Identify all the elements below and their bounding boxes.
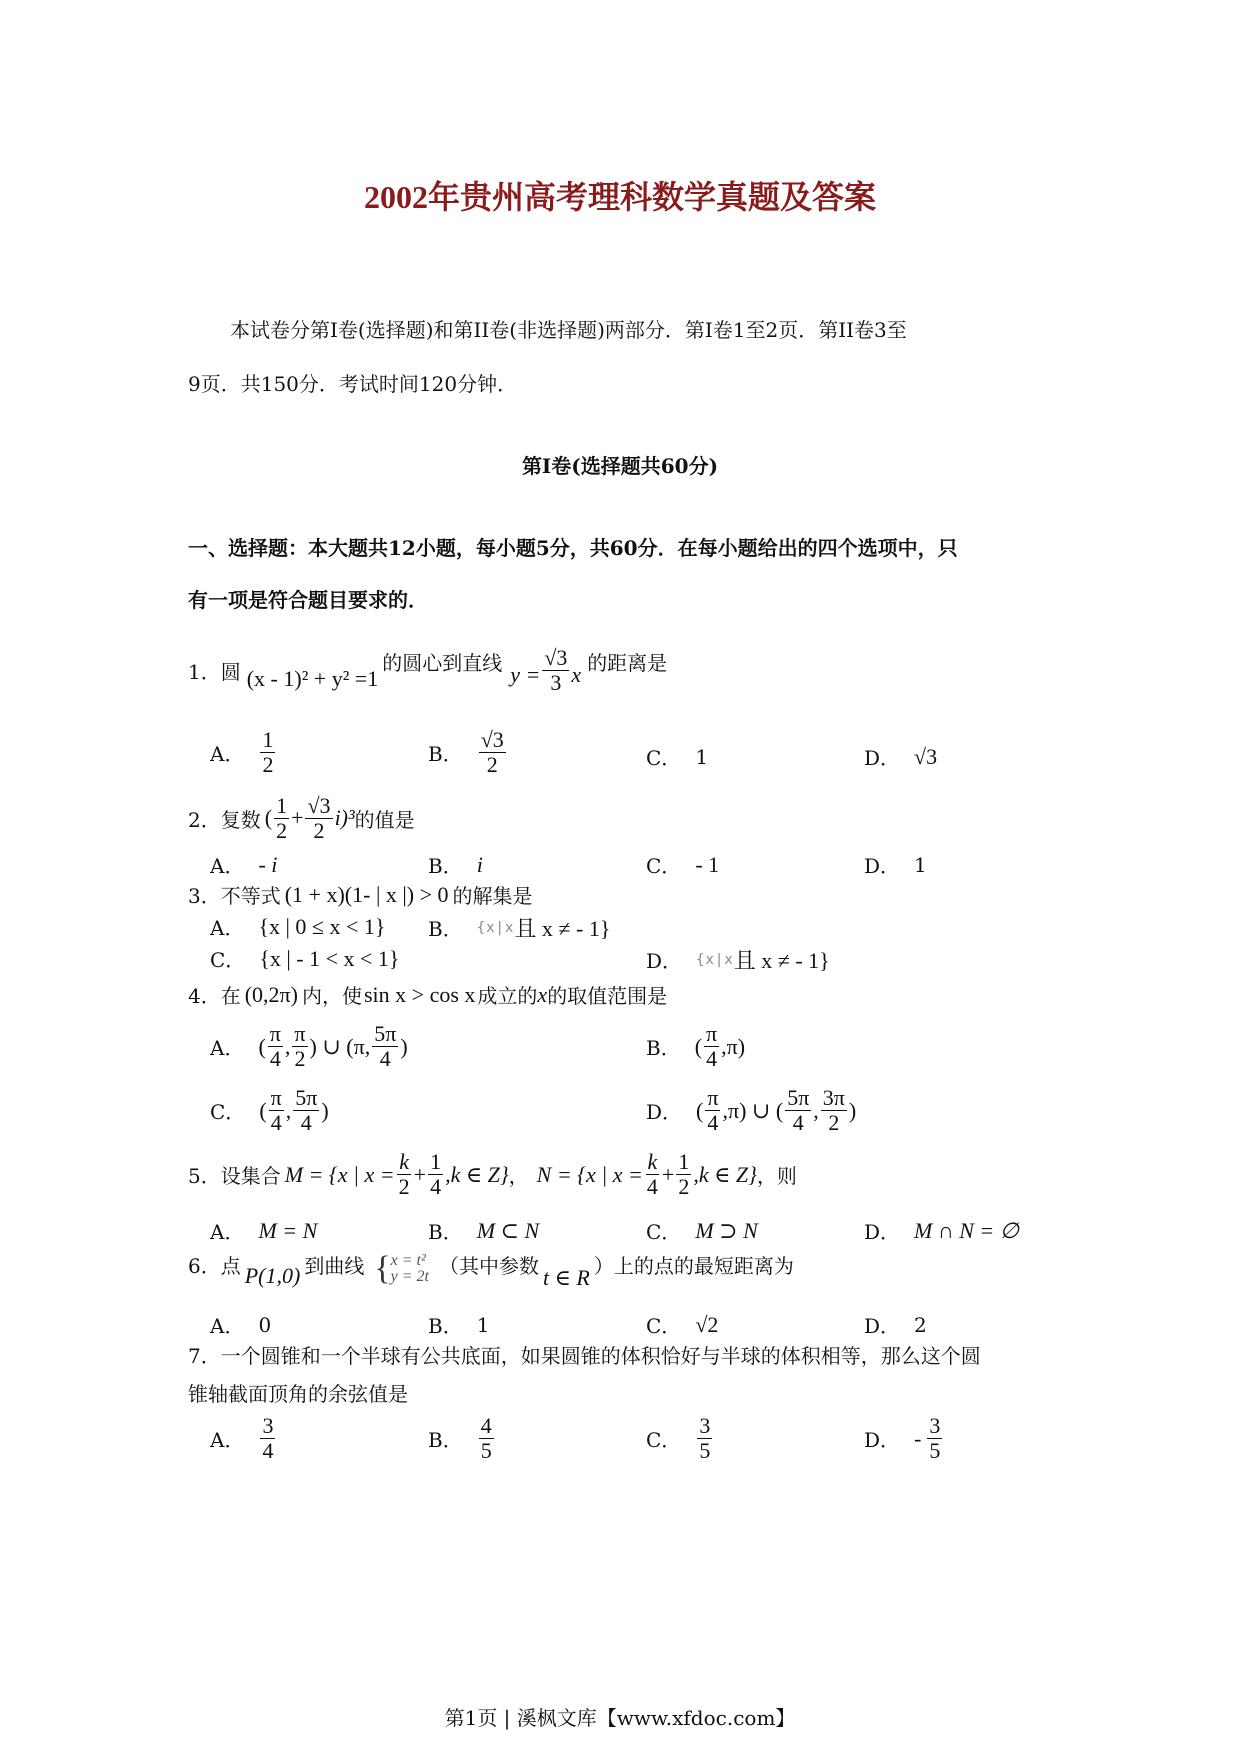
fraction-denominator: 2 — [398, 1174, 410, 1199]
q3-option-a — [210, 912, 385, 941]
option-fraction — [704, 1022, 719, 1071]
option-label: C． — [646, 1314, 682, 1338]
q5-set-n-tail: ,k ∈ Z} — [693, 1161, 757, 1187]
option-fraction — [260, 1414, 275, 1463]
fraction-numerator: k — [647, 1149, 658, 1174]
q4-variable: x — [537, 981, 548, 1007]
option-value: M ⊂ N — [476, 1217, 540, 1243]
fraction-denominator: 5 — [480, 1438, 492, 1463]
option-value: {x | - 1 < x < 1} — [259, 945, 400, 971]
option-label: B． — [428, 1428, 463, 1452]
q5-separator: ， — [508, 1164, 529, 1188]
option-value: 1 — [476, 1312, 490, 1337]
q1-line-variable: x — [571, 662, 582, 687]
option-value: 且 x ≠ - 1} — [733, 948, 830, 973]
q4-interval: (0,2π) — [244, 981, 298, 1007]
question-2 — [188, 790, 415, 846]
q1-option-a — [210, 728, 277, 777]
option-fraction — [268, 1022, 283, 1071]
q1-circle-equation: (x - 1)² + y² =1 — [246, 666, 379, 691]
option-connector: ,π) ∪ ( — [722, 1097, 784, 1123]
q5-option-a — [210, 1216, 317, 1245]
option-sign: - — [914, 1425, 922, 1451]
fraction-numerator: 5π — [295, 1085, 318, 1110]
q1-end-text: 的距离是 — [587, 650, 668, 675]
fraction-denominator: 4 — [300, 1110, 312, 1135]
q5-option-b — [428, 1216, 539, 1245]
option-fraction — [479, 728, 506, 777]
section-title: 第I卷(选择题共60分) — [521, 454, 719, 478]
fraction-denominator: 2 — [262, 752, 274, 777]
q5-set-m-head: M = {x | x = — [284, 1161, 395, 1187]
option-label: B． — [428, 1220, 463, 1244]
fraction-numerator: π — [270, 1085, 282, 1110]
fraction-denominator: 2 — [276, 817, 288, 843]
q2-number: 2．复数 — [188, 807, 261, 832]
option-tail: ,π) — [721, 1033, 746, 1059]
q1-fraction-denominator: 3 — [550, 669, 562, 695]
option-label: A． — [210, 742, 245, 766]
q2-option-a — [210, 850, 277, 879]
fraction-numerator: 1 — [430, 1149, 442, 1174]
garbled-formula-image: {x|x — [476, 919, 515, 936]
q5-option-d — [864, 1216, 1019, 1245]
question-5 — [188, 1150, 797, 1199]
option-label: B． — [428, 1314, 463, 1338]
fraction-numerator: 5π — [374, 1021, 397, 1046]
option-value: 1 — [695, 744, 709, 769]
q2-fraction-1 — [274, 794, 289, 843]
intro-line-1: 本试卷分第I卷(选择题)和第II卷(非选择题)两部分．第I卷1至2页．第II卷3至 — [230, 318, 907, 342]
q1-option-d — [864, 742, 937, 771]
q7-line-2: 锥轴截面顶角的余弦值是 — [188, 1382, 408, 1406]
q2-option-b — [428, 850, 483, 879]
q3-number: 3．不等式 — [188, 884, 281, 908]
fraction-numerator: 1 — [276, 792, 288, 818]
option-value: {x | 0 ≤ x < 1} — [258, 913, 386, 939]
instructions-line-1: 一、选择题：本大题共12小题，每小题5分，共60分．在每小题给出的四个选项中，只 — [188, 536, 958, 560]
q6-curve-y: y = 2t — [390, 1268, 429, 1285]
option-value: M ⊃ N — [695, 1217, 758, 1243]
q2-end-text: 的值是 — [354, 807, 415, 832]
fraction-denominator: 2 — [294, 1046, 306, 1071]
fraction-denominator: 2 — [313, 817, 325, 843]
fraction-denominator: 4 — [262, 1438, 274, 1463]
option-fraction — [697, 1414, 712, 1463]
fraction-numerator: √3 — [307, 792, 331, 818]
q1-fraction-numerator: √3 — [544, 644, 568, 670]
option-label: D． — [864, 1220, 901, 1244]
fraction-denominator: 4 — [379, 1046, 391, 1071]
fraction-numerator: k — [399, 1149, 410, 1174]
option-fraction — [705, 1086, 720, 1135]
q5-plus: + — [413, 1161, 427, 1187]
fraction-numerator: 4 — [480, 1413, 492, 1438]
q1-option-c — [646, 742, 708, 771]
q2-option-d — [864, 850, 927, 879]
option-fraction — [260, 728, 275, 777]
q5-option-c — [646, 1216, 758, 1245]
fraction-numerator: 3 — [262, 1413, 274, 1438]
fraction-numerator: π — [706, 1021, 718, 1046]
q1-middle-text: 的圆心到直线 — [382, 650, 503, 675]
fraction-denominator: 4 — [269, 1046, 281, 1071]
option-label: C． — [646, 1428, 682, 1452]
option-value: - i — [258, 851, 278, 877]
q4-end-text-2: 的取值范围是 — [547, 984, 668, 1008]
q5-fraction — [676, 1150, 691, 1199]
fraction-denominator: 4 — [270, 1110, 282, 1135]
q7-option-a — [210, 1414, 277, 1463]
option-label: C． — [210, 948, 246, 972]
option-connector: ) ∪ (π, — [309, 1033, 371, 1059]
q5-fraction — [428, 1150, 443, 1199]
fraction-denominator: 5 — [929, 1438, 941, 1463]
option-label: D． — [646, 1100, 683, 1124]
instructions-line-2: 有一项是符合题目要求的． — [188, 588, 428, 612]
option-value: - 1 — [695, 851, 720, 877]
q1-line-fraction — [542, 646, 569, 695]
q6-point: P(1,0) — [244, 1263, 301, 1288]
option-label: D． — [864, 854, 901, 878]
q2-option-c — [646, 850, 719, 879]
option-value: √2 — [695, 1311, 719, 1337]
option-label: A． — [210, 854, 245, 878]
option-fraction — [785, 1086, 811, 1135]
fraction-denominator: 4 — [792, 1110, 804, 1135]
q3-option-c — [210, 944, 399, 973]
q6-option-a — [210, 1310, 271, 1339]
q6-middle-text: 到曲线 — [304, 1253, 365, 1278]
page-title: 2002年贵州高考理科数学真题及答案 — [363, 179, 876, 215]
garbled-formula-image: {x|x — [696, 951, 734, 968]
option-label: C． — [646, 1220, 682, 1244]
fraction-denominator: 4 — [646, 1174, 658, 1199]
option-fraction — [372, 1022, 398, 1071]
option-fraction — [479, 1414, 494, 1463]
option-value: i — [476, 851, 483, 877]
fraction-numerator: 3 — [929, 1413, 941, 1438]
q6-parameter: t ∈ R — [543, 1265, 590, 1290]
fraction-denominator: 4 — [706, 1046, 718, 1071]
q5-number: 5．设集合 — [188, 1164, 281, 1188]
option-value: M = N — [258, 1217, 318, 1243]
fraction-numerator: 3 — [699, 1413, 711, 1438]
q4-option-d: D． ( $\frac{\pi}{4}$ ,π) ∪ ( $\frac{5\pi}{4}$ , $\frac{3\pi}{2}$ ) — [646, 1085, 857, 1135]
q7-option-b — [428, 1414, 496, 1463]
q1-number: 1．圆 — [188, 659, 241, 684]
page-footer: 第1页 | 溪枫文库【www.xfdoc.com】 — [444, 1706, 796, 1730]
option-value: 0 — [258, 1312, 272, 1337]
q7-line-1: 7．一个圆锥和一个半球有公共底面，如果圆锥的体积恰好与半球的体积相等，那么这个圆 — [188, 1344, 981, 1368]
q4-option-a: A． ( $\frac{\pi}{4}$ , $\frac{\pi}{2}$ ) ∪ (π, $\frac{5\pi}{4}$ ) — [210, 1021, 408, 1071]
option-label: A． — [210, 1036, 245, 1060]
q6-option-c — [646, 1310, 718, 1339]
q6-option-d — [864, 1310, 927, 1339]
option-label: A． — [210, 1428, 245, 1452]
option-label: D． — [864, 746, 901, 770]
q6-option-b — [428, 1310, 489, 1339]
q6-number: 6．点 — [188, 1253, 241, 1278]
fraction-denominator: 4 — [707, 1110, 719, 1135]
fraction-numerator: π — [269, 1021, 281, 1046]
option-label: B． — [428, 917, 463, 941]
option-label: A． — [210, 1314, 245, 1338]
fraction-numerator: π — [294, 1021, 306, 1046]
q4-number: 4．在 — [188, 984, 241, 1008]
q7-option-c — [646, 1414, 714, 1463]
option-label: B． — [428, 742, 463, 766]
fraction-numerator: 1 — [678, 1149, 690, 1174]
option-label: B． — [646, 1036, 681, 1060]
q3-option-b — [428, 912, 610, 943]
q1-line-lhs: y = — [510, 662, 541, 687]
fraction-numerator: 5π — [787, 1085, 810, 1110]
option-label: A． — [210, 916, 245, 940]
option-label: D． — [646, 949, 683, 973]
fraction-numerator: π — [707, 1085, 719, 1110]
question-3 — [188, 880, 533, 909]
fraction-denominator: 5 — [699, 1438, 711, 1463]
option-label: D． — [864, 1314, 901, 1338]
q5-set-n-head: N = {x | x = — [536, 1161, 643, 1187]
q6-end-text: ）上的点的最短距离为 — [593, 1253, 794, 1278]
q5-set-m-tail: ,k ∈ Z} — [445, 1161, 509, 1187]
fraction-numerator: √3 — [480, 727, 504, 752]
option-value: √3 — [914, 743, 938, 769]
q5-fraction — [397, 1150, 412, 1199]
option-value: 1 — [914, 852, 927, 877]
question-4 — [188, 980, 667, 1009]
q5-fraction — [645, 1150, 660, 1199]
option-label: D． — [864, 1428, 901, 1452]
option-fraction — [292, 1022, 307, 1071]
fraction-denominator: 2 — [828, 1110, 840, 1135]
q4-option-b: B． ( $\frac{\pi}{4}$ ,π) — [646, 1021, 746, 1071]
q2-plus: + — [291, 805, 304, 830]
question-1 — [188, 640, 667, 700]
intro-line-2: 9页．共150分．考试时间120分钟． — [188, 372, 518, 396]
q5-plus: + — [661, 1161, 675, 1187]
option-fraction — [927, 1414, 942, 1463]
option-value: M ∩ N = ∅ — [914, 1217, 1019, 1243]
q7-option-d — [864, 1414, 944, 1463]
option-label: C． — [210, 1100, 246, 1124]
option-label: B． — [428, 854, 463, 878]
q4-middle-text: 内，使 — [302, 984, 362, 1008]
option-fraction — [821, 1086, 847, 1135]
q4-option-c: C． ( $\frac{\pi}{4}$ , $\frac{5\pi}{4}$ ) — [210, 1085, 329, 1135]
option-label: C． — [646, 854, 682, 878]
q5-end-text: ，则 — [756, 1164, 797, 1188]
q4-inequality: sin x > cos x — [364, 981, 476, 1007]
q6-curve-x: x = t² — [390, 1252, 426, 1269]
question-6 — [188, 1244, 794, 1294]
q3-end-text: 的解集是 — [452, 884, 533, 908]
q1-option-b — [428, 728, 508, 777]
fraction-denominator: 4 — [430, 1174, 442, 1199]
q2-open-paren: ( — [264, 805, 273, 830]
option-label: C． — [646, 746, 682, 770]
option-fraction — [293, 1086, 319, 1135]
q6-parametric-curve: { x = t² y = 2t — [374, 1250, 429, 1287]
q3-option-d — [646, 944, 830, 975]
option-fraction — [269, 1086, 284, 1135]
fraction-denominator: 2 — [678, 1174, 690, 1199]
q6-paren-text: （其中参数 — [439, 1253, 539, 1278]
q2-fraction-2 — [305, 794, 332, 843]
q2-close: i)³ — [334, 805, 355, 830]
q4-end-text-1: 成立的 — [477, 984, 538, 1008]
option-value: 2 — [914, 1312, 927, 1337]
q3-inequality: (1 + x)(1- | x |) > 0 — [284, 881, 449, 907]
option-value: 且 x ≠ - 1} — [514, 916, 611, 941]
option-label: A． — [210, 1220, 245, 1244]
fraction-denominator: 2 — [486, 752, 498, 777]
fraction-numerator: 1 — [262, 727, 274, 752]
fraction-numerator: 3π — [822, 1085, 845, 1110]
